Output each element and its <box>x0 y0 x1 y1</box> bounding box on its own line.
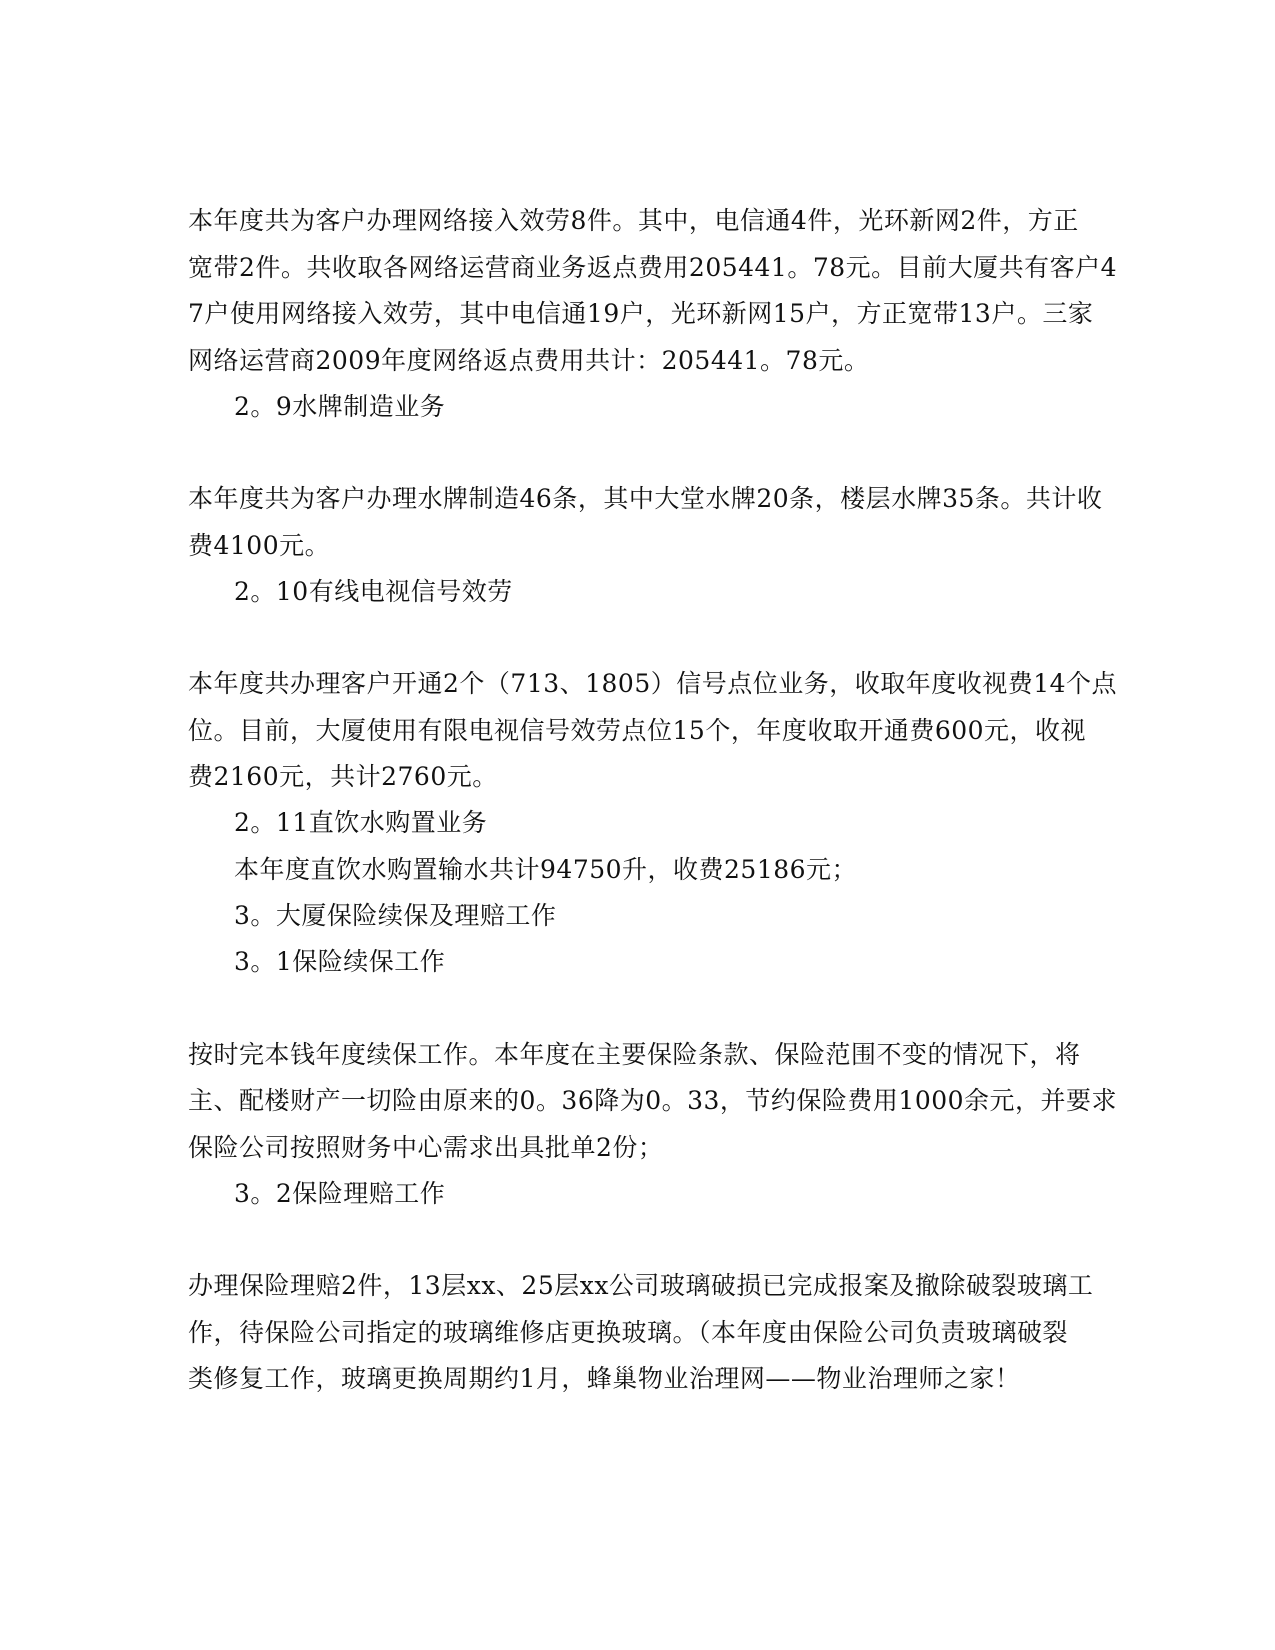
paragraph-claims-line-1: 办理保险理赔2件，13层xx、25层xx公司玻璃破损已完成报案及撤除破裂玻璃工 <box>188 1271 1094 1300</box>
heading-3-1: 3。1保险续保工作 <box>234 947 446 976</box>
paragraph-signage-line-2: 费4100元。 <box>188 531 331 560</box>
paragraph-network-line-3: 7户使用网络接入效劳，其中电信通19户，光环新网15户，方正宽带13户。三家 <box>188 299 1094 328</box>
paragraph-renewal-line-2: 主、配楼财产一切险由原来的0。36降为0。33，节约保险费用1000余元，并要求 <box>188 1086 1118 1115</box>
paragraph-water: 本年度直饮水购置输水共计94750升，收费25186元； <box>234 855 858 884</box>
paragraph-network-line-1: 本年度共为客户办理网络接入效劳8件。其中，电信通4件，光环新网2件，方正 <box>188 206 1079 235</box>
heading-2-11: 2。11直饮水购置业务 <box>234 808 488 837</box>
paragraph-signage-line-1: 本年度共为客户办理水牌制造46条，其中大堂水牌20条，楼层水牌35条。共计收 <box>188 484 1103 513</box>
paragraph-tv-line-3: 费2160元，共计2760元。 <box>188 762 498 791</box>
paragraph-tv-line-2: 位。目前，大厦使用有限电视信号效劳点位15个，年度收取开通费600元，收视 <box>188 716 1087 745</box>
heading-3: 3。大厦保险续保及理赔工作 <box>234 901 557 930</box>
paragraph-claims-line-3: 类修复工作，玻璃更换周期约1月，蜂巢物业治理网——物业治理师之家！ <box>188 1364 1021 1393</box>
paragraph-tv-line-1: 本年度共办理客户开通2个（713、1805）信号点位业务，收取年度收视费14个点 <box>188 669 1118 698</box>
paragraph-network-line-4: 网络运营商2009年度网络返点费用共计：205441。78元。 <box>188 346 870 375</box>
paragraph-network-line-2: 宽带2件。共收取各网络运营商业务返点费用205441。78元。目前大厦共有客户4 <box>188 253 1118 282</box>
heading-2-10: 2。10有线电视信号效劳 <box>234 577 513 606</box>
paragraph-renewal-line-3: 保险公司按照财务中心需求出具批单2份； <box>188 1133 664 1162</box>
paragraph-renewal-line-1: 按时完本钱年度续保工作。本年度在主要保险条款、保险范围不变的情况下，将 <box>188 1040 1081 1069</box>
paragraph-claims-line-2: 作，待保险公司指定的玻璃维修店更换玻璃。（本年度由保险公司负责玻璃破裂 <box>188 1318 1069 1347</box>
heading-2-9: 2。9水牌制造业务 <box>234 392 446 421</box>
heading-3-2: 3。2保险理赔工作 <box>234 1179 446 1208</box>
